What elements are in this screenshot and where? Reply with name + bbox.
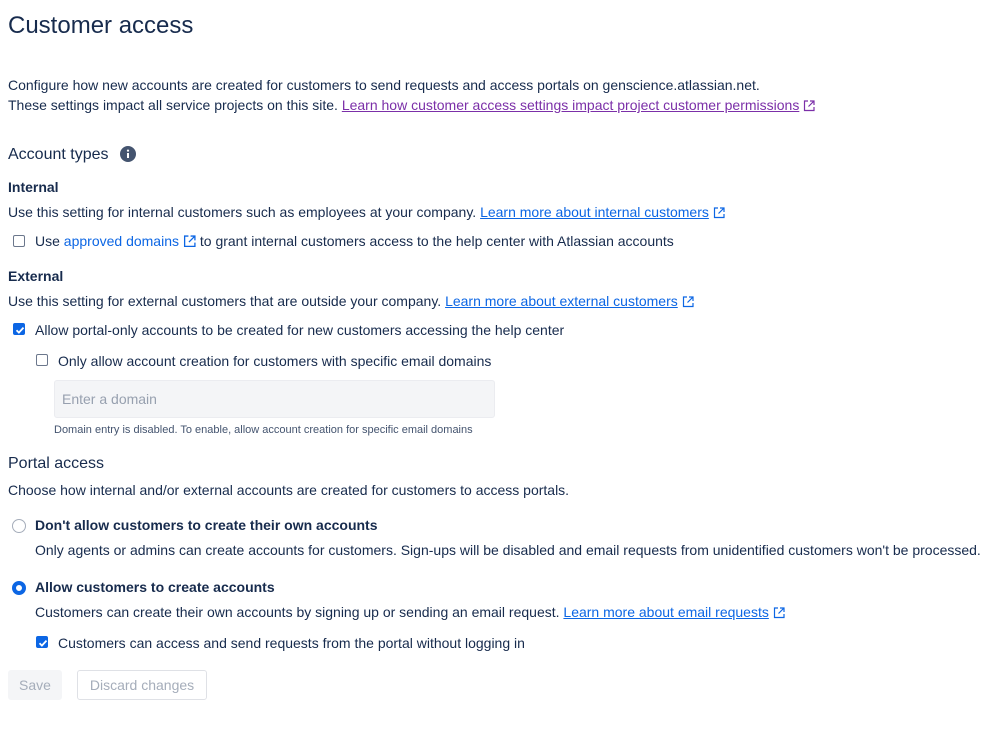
specific-domains-checkbox[interactable] (36, 354, 48, 366)
external-link-icon (183, 235, 196, 248)
external-customers-link[interactable] (445, 293, 694, 309)
portal-access-heading: Portal access (8, 455, 105, 472)
info-icon[interactable] (120, 146, 136, 162)
save-button[interactable]: Save (8, 670, 62, 700)
check-icon (14, 324, 26, 336)
domain-input[interactable] (54, 380, 495, 418)
disallow-accounts-radio[interactable] (12, 519, 26, 533)
specific-domains-label: Only allow account creation for customers with specific email domains (58, 353, 492, 369)
intro-text: These settings impact all service projects on this site. (8, 97, 338, 113)
email-requests-link-label: Learn more about email requests (563, 604, 769, 620)
allow-accounts-description: Customers can create their own accounts by signing up or sending an email request. (35, 604, 560, 620)
approved-domains-row (35, 233, 674, 249)
external-link-icon (682, 296, 694, 308)
portal-access-description: Choose how internal and/or external accounts are created for customers to access portals. (8, 482, 570, 498)
external-link-icon (713, 207, 725, 219)
external-heading: External (8, 268, 64, 284)
internal-customers-link[interactable] (480, 204, 725, 220)
allow-portal-accounts-checkbox[interactable] (13, 323, 25, 335)
approved-domains-prefix: Use (35, 233, 60, 249)
intro-text-line1: Configure how new accounts are created for customers to send requests and access portals on genscience.atlassian.net. (8, 77, 760, 93)
domain-help-text: Domain entry is disabled. To enable, allow account creation for specific email domains (54, 424, 473, 436)
approved-domains-checkbox[interactable] (13, 235, 25, 247)
account-types-heading: Account types (8, 146, 109, 163)
intro-text-line2 (8, 97, 815, 113)
internal-description-row (8, 204, 725, 220)
approved-domains-link[interactable] (64, 233, 196, 249)
customer-permissions-link-label: Learn how customer access settings impact project customer permissions (341, 97, 800, 113)
allow-portal-accounts-label: Allow portal-only accounts to be created for new customers accessing the help center (35, 322, 565, 338)
discard-changes-button[interactable]: Discard changes (77, 670, 207, 700)
customer-permissions-link[interactable] (342, 97, 816, 113)
external-link-icon (803, 100, 815, 112)
anonymous-access-checkbox[interactable] (36, 636, 48, 648)
page-title: Customer access (8, 12, 194, 39)
internal-heading: Internal (8, 179, 59, 195)
approved-domains-link-label: approved domains (63, 233, 179, 249)
external-link-icon (773, 607, 785, 619)
disallow-accounts-description: Only agents or admins can create accounts for customers. Sign-ups will be disabled and email requests from unidentified customers won't be processed. (35, 542, 981, 558)
external-description: Use this setting for external customers that are outside your company. (8, 293, 442, 309)
anonymous-access-label: Customers can access and send requests from the portal without logging in (58, 635, 525, 651)
allow-accounts-description-row (35, 604, 785, 620)
allow-accounts-radio[interactable] (12, 581, 26, 595)
check-icon (37, 637, 49, 649)
email-requests-link[interactable] (563, 604, 784, 620)
external-customers-link-label: Learn more about external customers (445, 293, 678, 309)
approved-domains-suffix: to grant internal customers access to the help center with Atlassian accounts (199, 233, 674, 249)
disallow-accounts-label: Don't allow customers to create their own accounts (35, 517, 378, 533)
allow-accounts-label: Allow customers to create accounts (35, 579, 275, 595)
internal-description: Use this setting for internal customers such as employees at your company. (8, 204, 477, 220)
internal-customers-link-label: Learn more about internal customers (480, 204, 709, 220)
external-description-row (8, 293, 694, 309)
